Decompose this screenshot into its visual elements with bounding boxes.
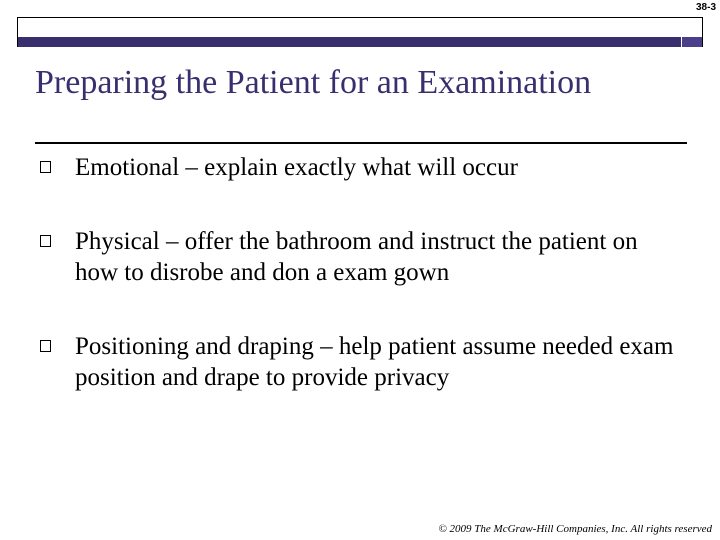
slide-title: Preparing the Patient for an Examination <box>35 64 592 101</box>
hollow-square-bullet-icon <box>40 340 51 352</box>
slide-number: 38-3 <box>695 2 716 13</box>
hollow-square-bullet-icon <box>40 161 51 173</box>
bullet-item <box>40 331 680 393</box>
hollow-square-bullet-icon <box>40 235 51 247</box>
header-square-icon <box>681 37 702 47</box>
header-stripe <box>18 37 682 47</box>
header-bar <box>17 17 703 47</box>
bullet-text: Emotional – explain exactly what will occur <box>75 154 518 181</box>
bullet-item <box>40 152 680 183</box>
bullet-text: Physical – offer the bathroom and instruct the patient on how to disrobe and don a exam gown <box>75 228 638 286</box>
bullet-text: Positioning and draping – help patient assume needed exam position and drape to provide privacy <box>75 333 674 391</box>
bullet-item <box>40 226 680 288</box>
copyright-notice: © 2009 The McGraw-Hill Companies, Inc. All rights reserved <box>438 523 712 535</box>
title-divider <box>35 142 687 144</box>
bullet-list <box>40 150 680 393</box>
